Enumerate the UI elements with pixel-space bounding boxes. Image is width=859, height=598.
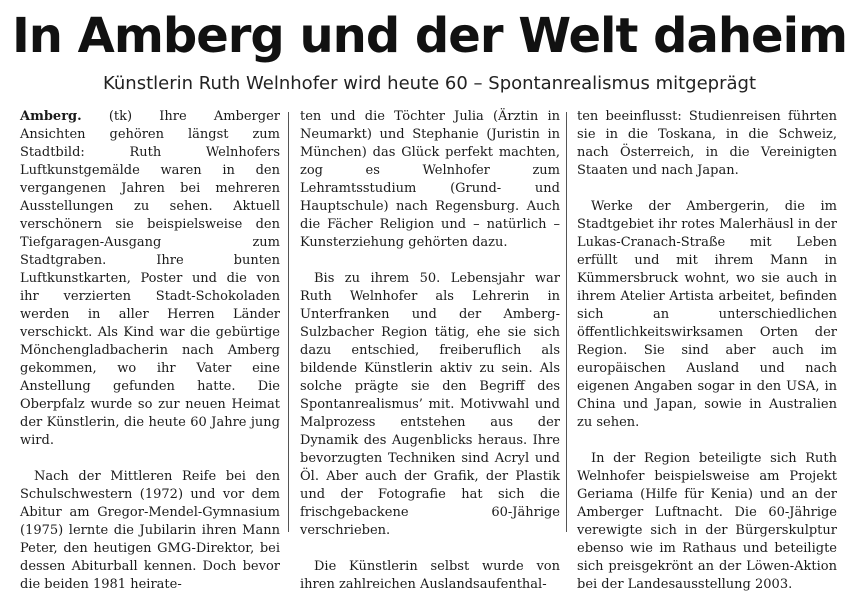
article-subheadline: Künstlerin Ruth Welnhofer wird heute 60 – Spontanrealismus mitgeprägt	[102, 73, 757, 94]
paragraph: Die Künstlerin selbst wurde von ihren zahlreichen Auslandsaufenthal-	[300, 559, 560, 592]
paragraph: Bis zu ihrem 50. Lebensjahr war Ruth Welnhofer als Lehrerin in Unterfranken und der Amberg-Sulzbacher Region tätig, ehe sie sich dazu entschied, freiberuflich als bildende Künstlerin aktiv zu sein. Als solche prägte sie den Begriff des Spontanrealismus’ mit. Motivwahl und Malprozess entstehen aus der Dynamik des Augenblicks heraus. Ihre bevorzugten Techniken sind Acryl und Öl. Aber auch der Grafik, der Plastik und der Fotografie hat sich die frischgebackene 60-Jährige verschrieben.	[300, 271, 560, 538]
paragraph-text: (tk) Ihre Amberger Ansichten gehören längst zum Stadtbild: Ruth Welnhofers Luftkunstgemälde waren in den vergangenen Jahren bei mehreren Ausstellungen zu sehen. Aktuell verschönern sie beispielsweise den Tiefgaragen-Ausgang zum Stadtgraben. Ihre bunten Luftkunstkarten, Poster und die von ihr verzierten Stadt-Schokoladen werden in aller Herren Länder verschickt. Als Kind war die gebürtige Mönchengladbacherin nach Amberg gekommen, wo ihr Vater eine Anstellung gefunden hatte. Die Oberpfalz wurde so zur neuen Heimat der Künstlerin, die heute 60 Jahre jung wird.	[20, 109, 280, 448]
article-column-2	[300, 108, 560, 594]
paragraph: ten beeinflusst: Studienreisen führten sie in die Toskana, in die Schweiz, nach Österreich, in die Vereinigten Staaten und nach Japan.	[577, 109, 837, 178]
article-headline: In Amberg und der Welt daheim	[11, 8, 848, 64]
article-column-1	[20, 108, 280, 594]
paragraph: Werke der Ambergerin, die im Stadtgebiet ihr rotes Malerhäusl in der Lukas-Cranach-Straße mit Leben erfüllt und mit ihrem Mann in Kümmersbruck wohnt, wo sie auch in ihrem Atelier Artista arbeitet, befinden sich an unterschiedlichen öffentlichkeitswirksamen Orten der Region. Sie sind aber auch im europäischen Ausland und nach eigenen Angaben sogar in den USA, in China und Japan, sowie in Australien zu sehen.	[577, 199, 837, 430]
paragraph: ten und die Töchter Julia (Ärztin in Neumarkt) und Stephanie (Juristin in München) das Glück perfekt machten, zog es Welnhofer zum Lehramtsstudium (Grund- und Hauptschule) nach Regensburg. Auch die Fächer Religion und – natürlich – Kunsterziehung gehörten dazu.	[300, 109, 560, 250]
paragraph	[20, 108, 280, 450]
dateline: Amberg.	[20, 109, 82, 124]
paragraph: In der Region beteiligte sich Ruth Welnhofer beispielsweise am Projekt Geriama (Hilfe für Kenia) und an der Amberger Luftnacht. Die 60-Jährige verewigte sich in der Bürgerskulptur ebenso wie im Rathaus und beteiligte sich preisgekrönt an der Löwen-Aktion bei der Landesausstellung 2003.	[577, 451, 837, 592]
paragraph: Nach der Mittleren Reife bei den Schulschwestern (1972) und vor dem Abitur am Gregor-Mendel-Gymnasium (1975) lernte die Jubilarin ihren Mann Peter, den heutigen GMG-Direktor, bei dessen Abiturball kennen. Doch bevor die beiden 1981 heirate-	[20, 469, 280, 592]
article-column-3	[577, 108, 837, 594]
column-divider	[566, 112, 567, 532]
column-divider	[288, 112, 289, 532]
